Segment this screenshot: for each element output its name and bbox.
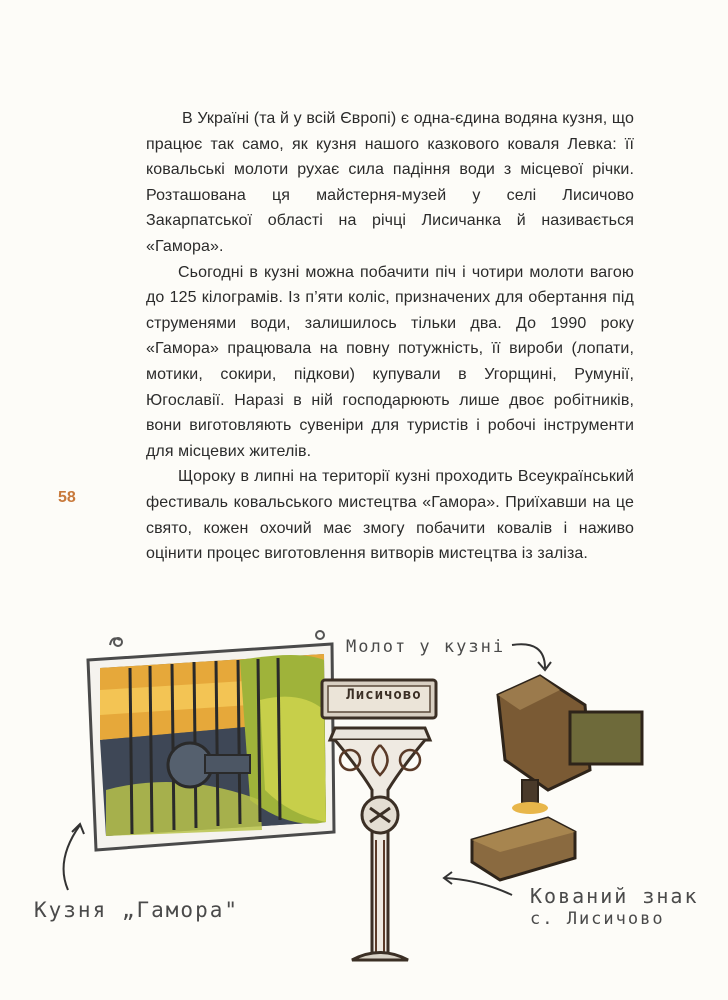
caption-forge: Кузня „Гамора" (34, 898, 240, 922)
forge-picture (88, 631, 334, 850)
caption-sign-line1: Кований знак (530, 884, 699, 908)
sign-text: Лисичово (346, 687, 422, 703)
caption-hammer: Молот у кузні (346, 637, 506, 657)
forged-sign (322, 680, 436, 960)
arrow-forge (64, 825, 80, 890)
paragraph-2: Сьогодні в кузні можна побачити піч і чотири молоти вагою до 125 кілограмів. Із п’яти коліс, призначених для обертання під струменями води, залишилось тільки два. До 1990 року «Гамора» працювала на повну потужність, її вироби (лопати, мотики, сокири, підкови) купували в Угорщині, Румунії, Югославії. Наразі в ній господарюють лише двоє робітників, вони виготовляють сувеніри для туристів і робочі інструменти для місцевих жителів. (146, 263, 634, 460)
caption-sign-line2: с. Лисичово (530, 909, 665, 929)
hammer-drawing (472, 676, 642, 880)
paragraph-3: Щороку в липні на території кузні проходить Всеукраїнський фестиваль ковальського мистецтва «Гамора». Приїхавши на це свято, кожен охочий має змогу побачити ковалів і наживо оцінити процес виготовлення витворів мистецтва із заліза. (146, 468, 634, 563)
page-number: 58 (58, 489, 76, 506)
paragraph-1: В Україні (та й у всій Європі) є одна-єдина водяна кузня, що працює так само, як кузня нашого казкового коваля Левка: її ковальські молоти рухає сила падіння води з місцевої річки. Розташована ця майстерня-музей у селі Лисичово Закарпатської області на річці Лисичанка й називається «Гамора». (146, 110, 634, 255)
